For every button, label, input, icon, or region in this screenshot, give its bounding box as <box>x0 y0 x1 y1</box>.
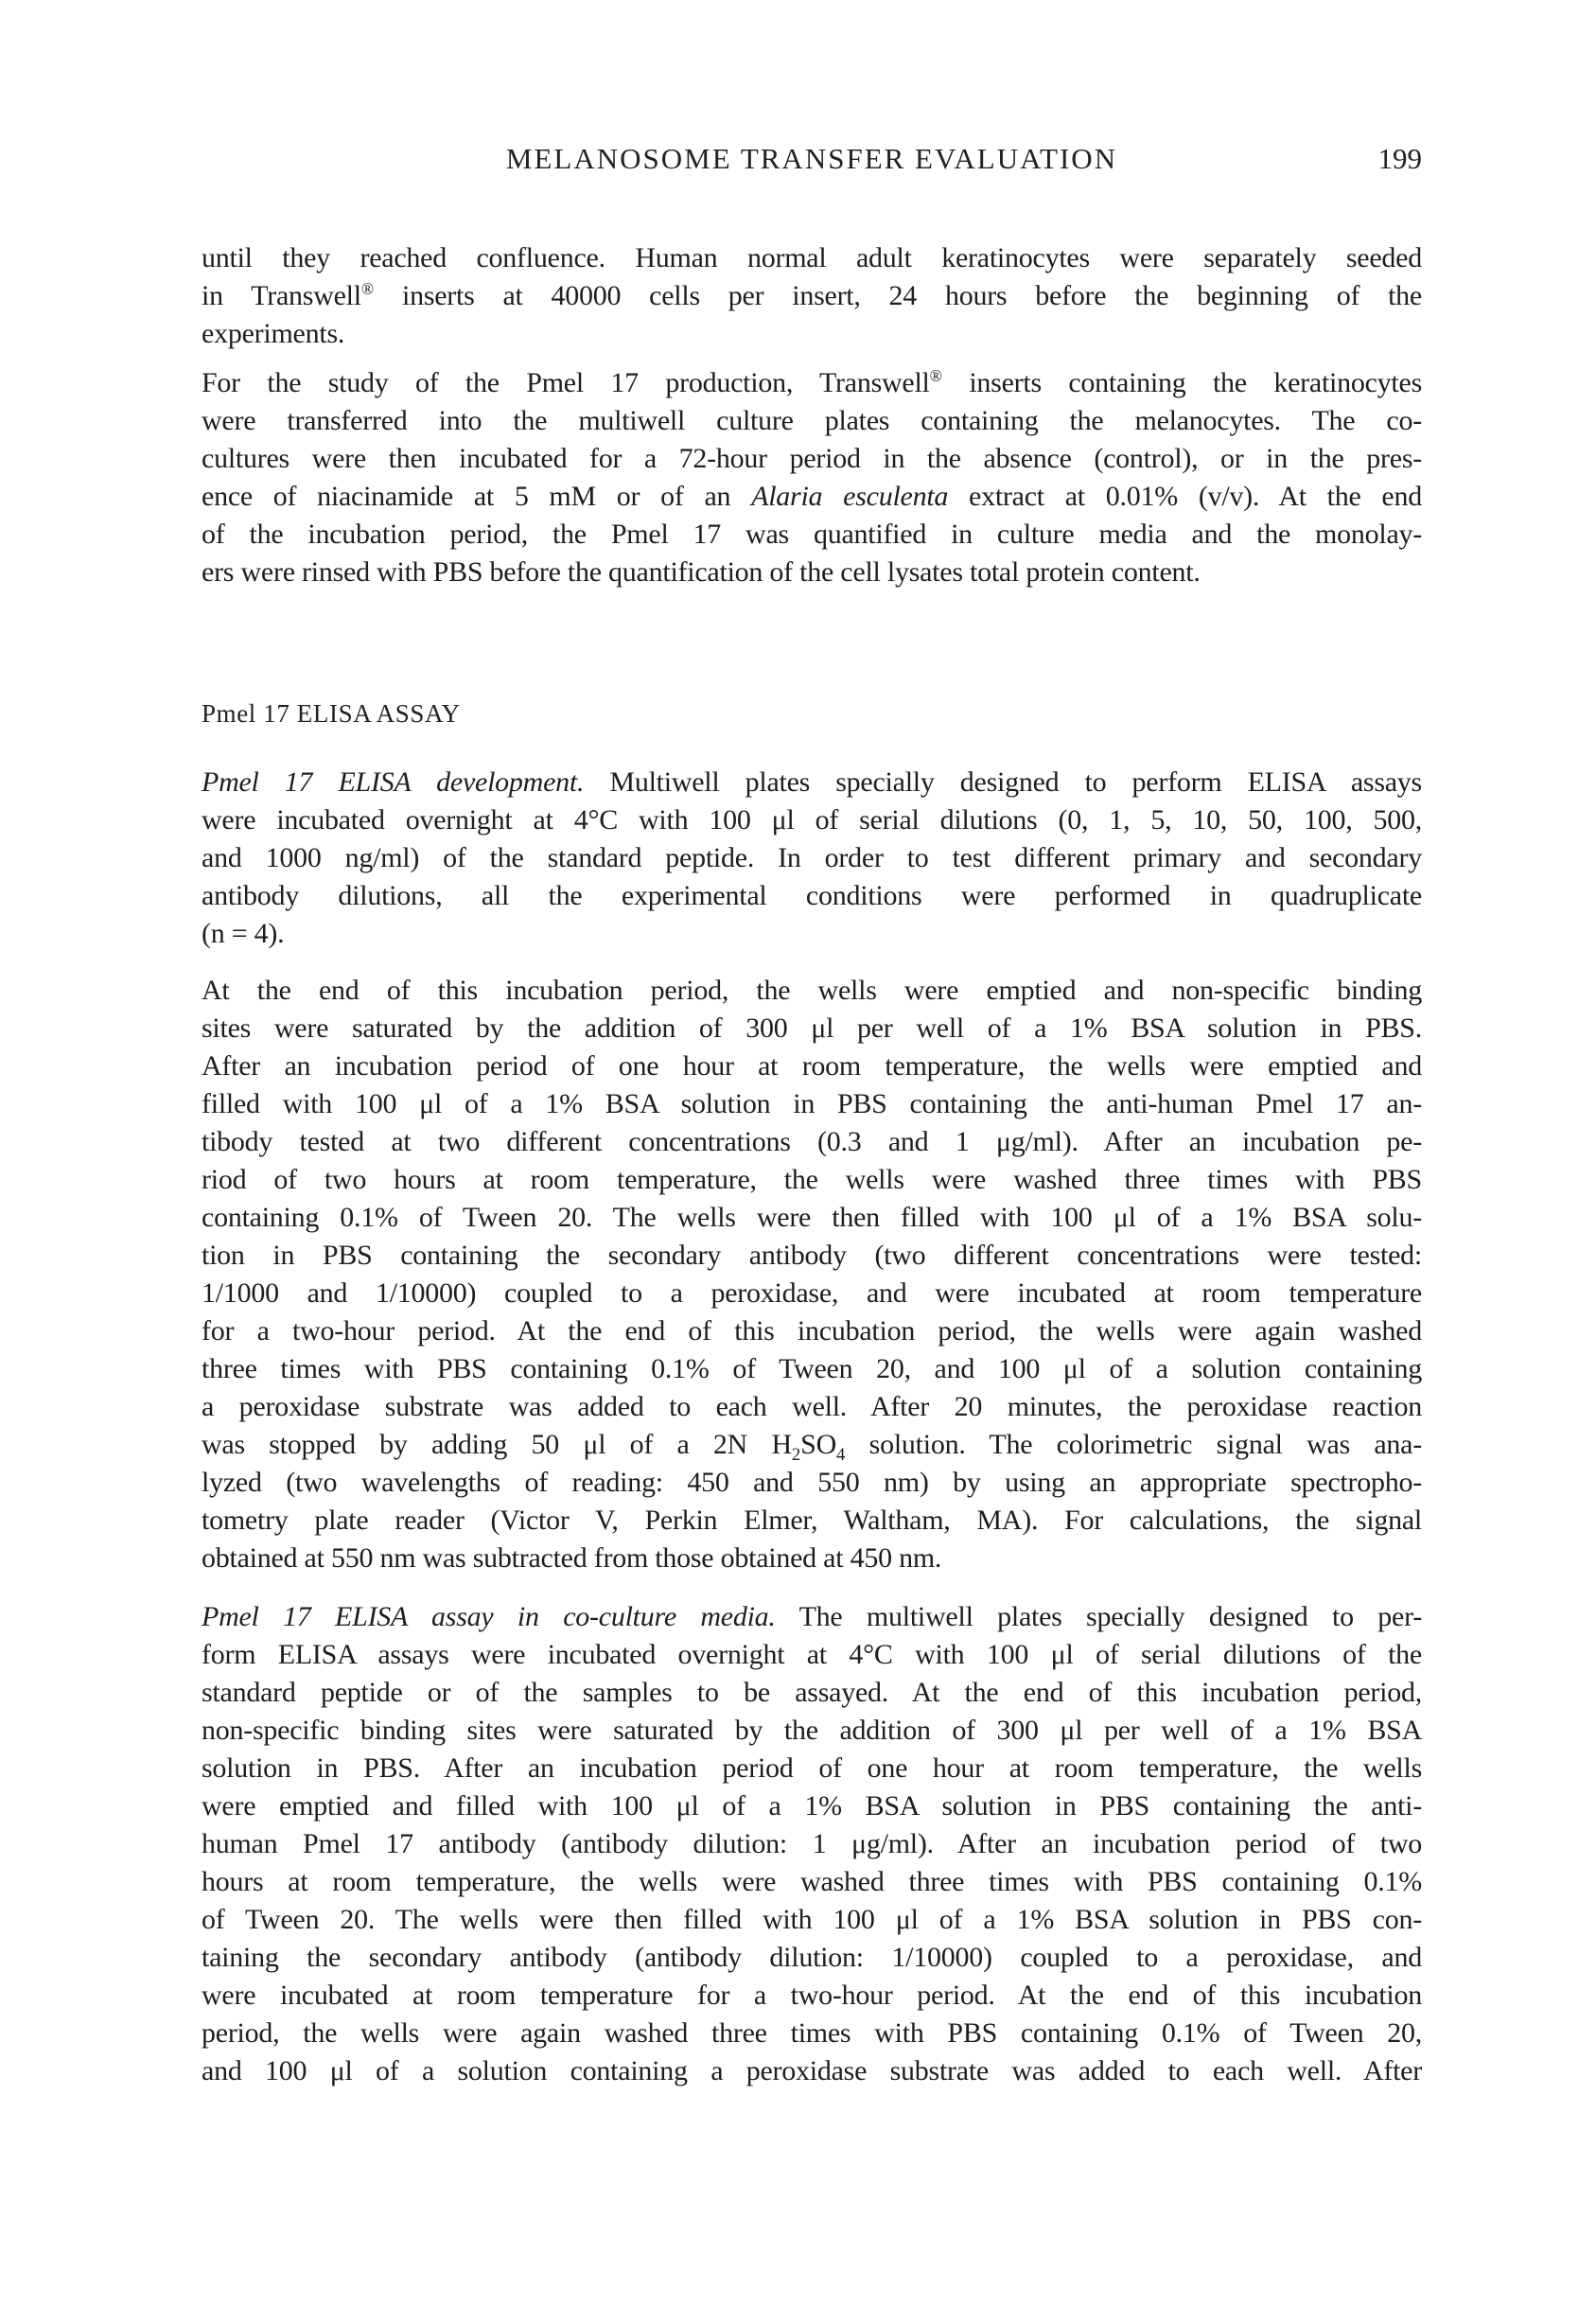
text-line: sites were saturated by the addition of 300 μl per well of a 1% BSA solution in PBS. <box>202 1012 1422 1044</box>
text-line: were incubated at room temperature for a two-hour period. At the end of this incubation <box>202 1980 1422 2011</box>
text-line: lyzed (two wavelengths of reading: 450 and 550 nm) by using an appropriate spectropho- <box>202 1467 1422 1498</box>
text-line: For the study of the Pmel 17 production, Transwell® inserts containing the keratinocytes <box>202 366 1423 398</box>
text-line: (n = 4). <box>202 918 285 949</box>
page-number: 199 <box>1377 142 1422 175</box>
text-line: tibody tested at two different concentrations (0.3 and 1 μg/ml). After an incubation pe- <box>202 1126 1422 1157</box>
text-line: period, the wells were again washed three times with PBS containing 0.1% of Tween 20, <box>202 2017 1422 2049</box>
text-line: for a two-hour period. At the end of this incubation period, the wells were again washed <box>202 1315 1422 1347</box>
article-body <box>202 239 1422 2090</box>
text-line: and 1000 ng/ml) of the standard peptide. In order to test different primary and secondary <box>202 842 1422 873</box>
text-line: of the incubation period, the Pmel 17 was quantified in culture media and the monolay- <box>202 519 1422 550</box>
text-line: After an incubation period of one hour at room temperature, the wells were emptied and <box>202 1050 1422 1082</box>
paragraph-continuation <box>202 239 1422 353</box>
text-line: until they reached confluence. Human normal adult keratinocytes were separately seeded <box>202 242 1422 273</box>
text-line: was stopped by adding 50 μl of a 2N $H_2SO_4$ solution. The colorimetric signal was ana- <box>202 1429 1422 1465</box>
text-line: were incubated overnight at 4°C with 100 μl of serial dilutions (0, 1, 5, 10, 50, 100, 500, <box>202 804 1422 836</box>
text-line: a peroxidase substrate was added to each well. After 20 minutes, the peroxidase reaction <box>202 1391 1422 1422</box>
text-line: and 100 μl of a solution containing a peroxidase substrate was added to each well. After <box>202 2055 1422 2086</box>
text-line: form ELISA assays were incubated overnight at 4°C with 100 μl of serial dilutions of the <box>202 1639 1422 1670</box>
text-line: ence of niacinamide at 5 mM or of an Alaria esculenta extract at 0.01% (v/v). At the end <box>202 481 1422 512</box>
text-line: human Pmel 17 antibody (antibody dilution: 1 μg/ml). After an incubation period of two <box>202 1828 1422 1859</box>
section-heading-pmel17-elisa-assay: Pmel 17 ELISA ASSAY <box>202 699 461 728</box>
text-line: were emptied and filled with 100 μl of a 1% BSA solution in PBS containing the anti- <box>202 1790 1422 1822</box>
text-line: Pmel 17 ELISA assay in co-culture media. The multiwell plates specially designed to per- <box>202 1601 1422 1632</box>
text-line: At the end of this incubation period, the wells were emptied and non-specific binding <box>202 975 1422 1006</box>
text-line: ers were rinsed with PBS before the quantification of the cell lysates total protein content. <box>202 556 1201 588</box>
page-header <box>202 140 1422 178</box>
text-line: tometry plate reader (Victor V, Perkin Elmer, Waltham, MA). For calculations, the signal <box>202 1505 1422 1536</box>
text-line: riod of two hours at room temperature, the wells were washed three times with PBS <box>202 1164 1422 1195</box>
text-line: standard peptide or of the samples to be assayed. At the end of this incubation period, <box>202 1677 1422 1708</box>
text-line: non-specific binding sites were saturated by the addition of 300 μl per well of a 1% BSA <box>202 1715 1422 1746</box>
text-line: hours at room temperature, the wells were washed three times with PBS containing 0.1% <box>202 1866 1422 1897</box>
paragraph-elisa-development <box>202 764 1422 953</box>
text-line: three times with PBS containing 0.1% of Tween 20, and 100 μl of a solution containing <box>202 1353 1422 1384</box>
text-line: filled with 100 μl of a 1% BSA solution in PBS containing the anti-human Pmel 17 an- <box>202 1088 1422 1119</box>
text-line: 1/1000 and 1/10000) coupled to a peroxidase, and were incubated at room temperature <box>202 1277 1422 1309</box>
paragraph-elisa-coculture-media <box>202 1598 1422 2090</box>
paragraph-pmel17-production <box>202 364 1422 591</box>
text-line: containing 0.1% of Tween 20. The wells were then filled with 100 μl of a 1% BSA solu- <box>202 1202 1422 1233</box>
text-line: antibody dilutions, all the experimental conditions were performed in quadruplicate <box>202 880 1422 911</box>
text-line: experiments. <box>202 318 345 349</box>
text-line: tion in PBS containing the secondary antibody (two different concentrations were tested: <box>202 1240 1422 1271</box>
text-line: were transferred into the multiwell culture plates containing the melanocytes. The co- <box>202 405 1422 436</box>
text-line: Pmel 17 ELISA development. Multiwell plates specially designed to perform ELISA assays <box>202 766 1422 798</box>
text-line: of Tween 20. The wells were then filled with 100 μl of a 1% BSA solution in PBS con- <box>202 1904 1422 1935</box>
text-line: obtained at 550 nm was subtracted from those obtained at 450 nm. <box>202 1542 942 1574</box>
paragraph-elisa-protocol <box>202 972 1422 1577</box>
text-line: cultures were then incubated for a 72-hour period in the absence (control), or in the pres- <box>202 443 1422 474</box>
text-line: in Transwell® inserts at 40000 cells per insert, 24 hours before the beginning of the <box>202 279 1422 311</box>
text-line: taining the secondary antibody (antibody dilution: 1/10000) coupled to a peroxidase, and <box>202 1942 1422 1973</box>
running-title: MELANOSOME TRANSFER EVALUATION <box>505 142 1118 175</box>
text-line: solution in PBS. After an incubation period of one hour at room temperature, the wells <box>202 1752 1422 1784</box>
